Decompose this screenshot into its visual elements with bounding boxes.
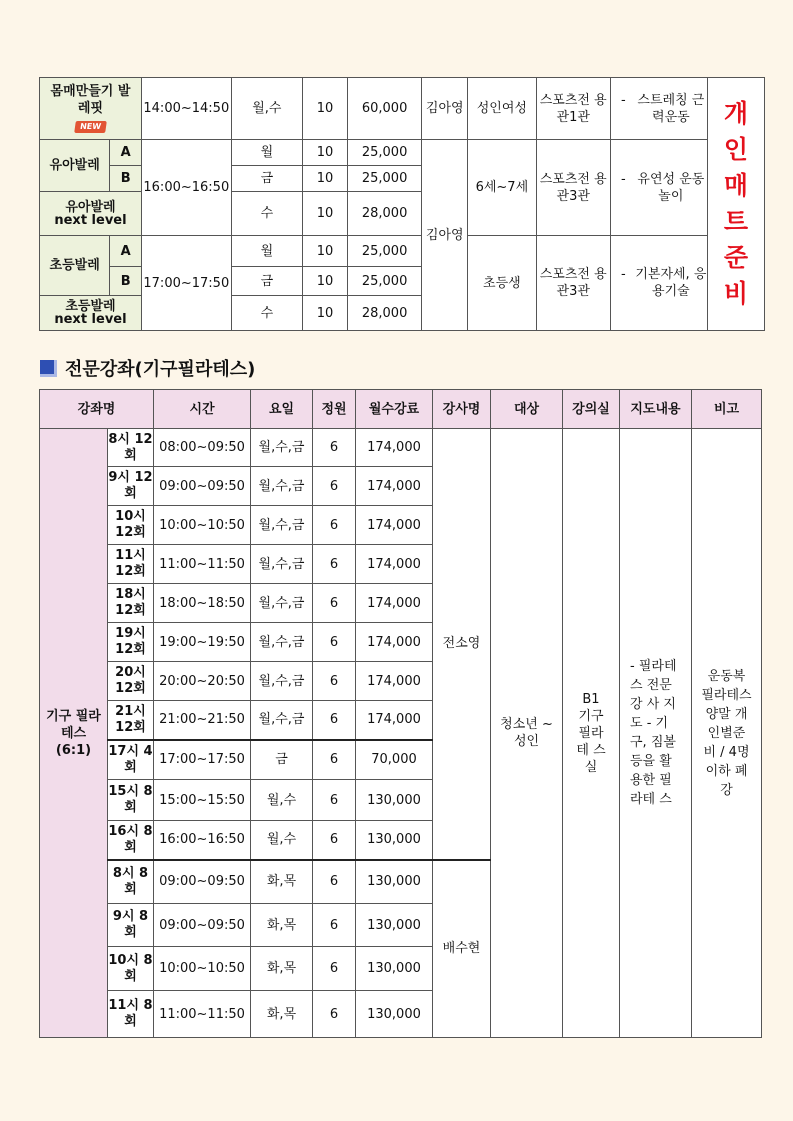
header-cell: 지도내용: [620, 390, 692, 429]
capacity-cell: 6: [313, 947, 356, 991]
fee-cell: 28,000: [347, 192, 421, 236]
content-text: 유연성 운동놀이: [637, 171, 705, 204]
time-cell: 09:00~09:50: [154, 467, 251, 506]
table-row: [40, 78, 765, 140]
pilates-schedule-table: [39, 389, 762, 1038]
header-cell: 대상: [491, 390, 563, 429]
course-name: 유아발레: [40, 140, 110, 192]
session-cell: 16시 8회: [108, 821, 154, 860]
course-level: next level: [54, 212, 127, 228]
notice-char: 트: [723, 207, 748, 236]
table-row: [40, 140, 765, 166]
capacity-cell: 6: [313, 821, 356, 860]
course-name: 기구 필라테스 (6:1): [40, 429, 108, 1038]
bullet-dash: -: [620, 92, 626, 108]
day-cell: 월,수,금: [251, 506, 313, 545]
fee-cell: 130,000: [356, 991, 433, 1038]
day-cell: 월: [231, 140, 302, 166]
time-cell: 16:00~16:50: [154, 821, 251, 860]
day-cell: 월,수: [251, 821, 313, 860]
fee-cell: 28,000: [347, 296, 421, 331]
fee-cell: 174,000: [356, 623, 433, 662]
header-row: [40, 390, 762, 429]
section-title-text: 전문강좌(기구필라테스): [65, 359, 256, 380]
target-cell: 성인여성: [468, 78, 536, 140]
session-cell: 19시 12회: [108, 623, 154, 662]
capacity-cell: 6: [313, 991, 356, 1038]
day-cell: 월: [231, 236, 302, 267]
session-cell: 10시 8회: [108, 947, 154, 991]
time-cell: 11:00~11:50: [154, 991, 251, 1038]
fee-cell: 25,000: [347, 236, 421, 267]
notice-char: 인: [723, 135, 748, 164]
fee-cell: 130,000: [356, 780, 433, 821]
session-cell: 21시 12회: [108, 701, 154, 740]
day-cell: 월,수,금: [251, 467, 313, 506]
level-cell: B: [110, 267, 142, 296]
fee-cell: 130,000: [356, 821, 433, 860]
fee-cell: 130,000: [356, 947, 433, 991]
time-cell: 19:00~19:50: [154, 623, 251, 662]
bullet-dash: -: [620, 267, 626, 282]
day-cell: 월,수,금: [251, 584, 313, 623]
day-cell: 화,목: [251, 860, 313, 904]
capacity-cell: 6: [313, 780, 356, 821]
day-cell: 금: [231, 166, 302, 192]
fee-cell: 174,000: [356, 467, 433, 506]
fee-cell: 70,000: [356, 740, 433, 780]
time-cell: 17:00~17:50: [141, 236, 231, 331]
time-cell: 15:00~15:50: [154, 780, 251, 821]
fee-cell: 174,000: [356, 584, 433, 623]
fee-cell: 60,000: [347, 78, 421, 140]
course-name: 초등발레: [40, 236, 110, 296]
level-cell: A: [110, 140, 142, 166]
content-cell: [610, 140, 707, 236]
day-cell: 화,목: [251, 904, 313, 947]
day-cell: 월,수,금: [251, 623, 313, 662]
table-row: [40, 429, 762, 467]
course-name: 유아발레: [65, 199, 116, 215]
capacity-cell: 6: [313, 506, 356, 545]
fee-cell: 174,000: [356, 662, 433, 701]
capacity-cell: 10: [303, 78, 348, 140]
session-cell: 9시 8회: [108, 904, 154, 947]
capacity-cell: 6: [313, 860, 356, 904]
level-cell: A: [110, 236, 142, 267]
capacity-cell: 10: [303, 140, 348, 166]
fee-cell: 25,000: [347, 140, 421, 166]
header-cell: 강의실: [563, 390, 620, 429]
blue-square-icon: [40, 360, 57, 377]
fee-cell: 174,000: [356, 506, 433, 545]
course-name: 초등발레: [65, 299, 116, 314]
header-cell: 요일: [251, 390, 313, 429]
notice-char: 개: [723, 99, 748, 128]
teacher-cell: 전소영: [433, 429, 491, 860]
course-name-cell: [40, 78, 142, 140]
header-cell: 강좌명: [40, 390, 154, 429]
room-cell: 스포츠전 용관3관: [536, 236, 610, 331]
notice-char: 비: [723, 279, 748, 308]
content-text: 기본자세, 응용기술: [635, 267, 707, 299]
session-cell: 8시 12회: [108, 429, 154, 467]
course-name: 몸매만들기 발레핏: [50, 84, 131, 116]
capacity-cell: 6: [313, 904, 356, 947]
content-text: 스트레칭 근력운동: [637, 92, 705, 125]
capacity-cell: 6: [313, 584, 356, 623]
target-cell: 초등생: [468, 236, 536, 331]
session-cell: 10시 12회: [108, 506, 154, 545]
notice-char: 매: [723, 171, 748, 200]
fee-cell: 130,000: [356, 904, 433, 947]
day-cell: 월,수,금: [251, 701, 313, 740]
room-cell: 스포츠전 용관3관: [536, 140, 610, 236]
day-cell: 월,수,금: [251, 545, 313, 584]
header-cell: 시간: [154, 390, 251, 429]
day-cell: 월,수: [231, 78, 302, 140]
capacity-cell: 6: [313, 545, 356, 584]
header-cell: 월수강료: [356, 390, 433, 429]
target-cell: 청소년 ~성인: [491, 429, 563, 1038]
session-cell: 15시 8회: [108, 780, 154, 821]
note-cell: 운동복 필라테스 양말 개인별준 비 / 4명 이하 폐강: [692, 429, 762, 1038]
header-cell: 정원: [313, 390, 356, 429]
capacity-cell: 6: [313, 701, 356, 740]
day-cell: 월,수: [251, 780, 313, 821]
time-cell: 09:00~09:50: [154, 860, 251, 904]
time-cell: 20:00~20:50: [154, 662, 251, 701]
teacher-cell: 김아영: [422, 140, 468, 331]
capacity-cell: 10: [303, 296, 348, 331]
fee-cell: 25,000: [347, 166, 421, 192]
capacity-cell: 10: [303, 192, 348, 236]
time-cell: 14:00~14:50: [141, 78, 231, 140]
header-cell: 강사명: [433, 390, 491, 429]
session-cell: 17시 4회: [108, 740, 154, 780]
session-cell: 18시 12회: [108, 584, 154, 623]
session-cell: 8시 8회: [108, 860, 154, 904]
time-cell: 16:00~16:50: [141, 140, 231, 236]
day-cell: 금: [251, 740, 313, 780]
day-cell: 수: [231, 192, 302, 236]
capacity-cell: 6: [313, 467, 356, 506]
fee-cell: 174,000: [356, 701, 433, 740]
day-cell: 월,수,금: [251, 429, 313, 467]
course-name-cell: [40, 192, 142, 236]
time-cell: 10:00~10:50: [154, 947, 251, 991]
header-cell: 비고: [692, 390, 762, 429]
time-cell: 10:00~10:50: [154, 506, 251, 545]
content-cell: [610, 78, 707, 140]
new-badge: NEW: [74, 121, 107, 133]
capacity-cell: 6: [313, 740, 356, 780]
fee-cell: 174,000: [356, 545, 433, 584]
section-title: [40, 355, 255, 381]
capacity-cell: 10: [303, 236, 348, 267]
content-cell: [610, 236, 707, 331]
session-cell: 9시 12회: [108, 467, 154, 506]
table-row: [40, 236, 765, 267]
target-cell: 6세~7세: [468, 140, 536, 236]
time-cell: 17:00~17:50: [154, 740, 251, 780]
capacity-cell: 10: [303, 267, 348, 296]
teacher-cell: 김아영: [422, 78, 468, 140]
capacity-cell: 6: [313, 623, 356, 662]
notice-char: 준: [723, 243, 748, 272]
notice-cell: [707, 78, 764, 331]
level-cell: B: [110, 166, 142, 192]
room-cell: B1 기구 필라테 스실: [563, 429, 620, 1038]
time-cell: 08:00~09:50: [154, 429, 251, 467]
course-name-cell: [40, 296, 142, 331]
session-cell: 20시 12회: [108, 662, 154, 701]
bullet-dash: -: [620, 171, 626, 187]
fee-cell: 130,000: [356, 860, 433, 904]
day-cell: 화,목: [251, 947, 313, 991]
room-cell: 스포츠전 용관1관: [536, 78, 610, 140]
session-cell: 11시 12회: [108, 545, 154, 584]
fee-cell: 25,000: [347, 267, 421, 296]
course-level: next level: [54, 312, 127, 327]
day-cell: 월,수,금: [251, 662, 313, 701]
day-cell: 금: [231, 267, 302, 296]
day-cell: 수: [231, 296, 302, 331]
time-cell: 21:00~21:50: [154, 701, 251, 740]
capacity-cell: 10: [303, 166, 348, 192]
content-cell: - 필라테 스 전문강 사 지도 - 기구, 짐볼 등을 활용한 필라테 스: [620, 429, 692, 1038]
day-cell: 화,목: [251, 991, 313, 1038]
ballet-schedule-table: [39, 77, 765, 331]
capacity-cell: 6: [313, 429, 356, 467]
time-cell: 09:00~09:50: [154, 904, 251, 947]
time-cell: 18:00~18:50: [154, 584, 251, 623]
fee-cell: 174,000: [356, 429, 433, 467]
session-cell: 11시 8회: [108, 991, 154, 1038]
time-cell: 11:00~11:50: [154, 545, 251, 584]
capacity-cell: 6: [313, 662, 356, 701]
teacher-cell: 배수현: [433, 860, 491, 1038]
